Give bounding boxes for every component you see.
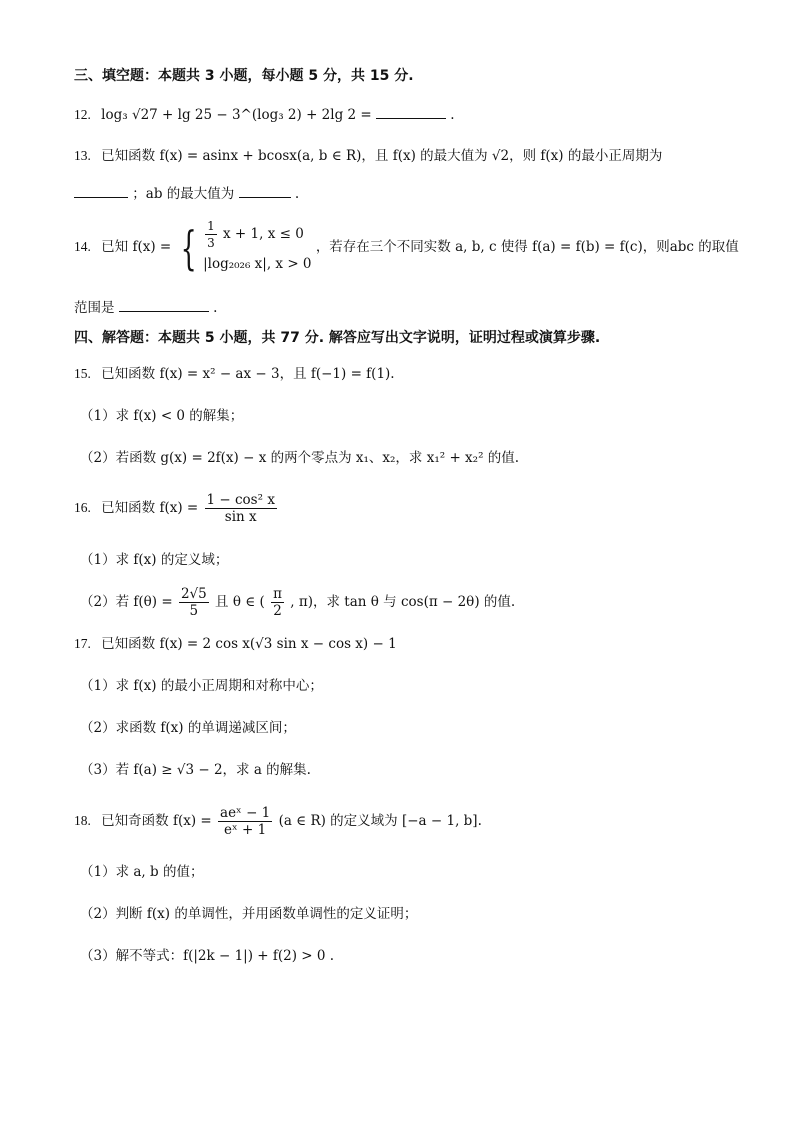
question-number: 16.	[74, 500, 91, 515]
question-12-end: .	[450, 107, 455, 123]
question-18: 18. 已知奇函数 f(x) = $\frac{\text{aeˣ − 1}}{\text{eˣ + 1}}$ (a ∈ R) 的定义域为 [−a − 1, b].	[74, 805, 482, 838]
question-number: 12.	[74, 107, 91, 122]
question-13-stem: 已知函数 f(x) = asinx + bcosx(a, b ∈ R)，且 f(x) 的最大值为 √2，则 f(x) 的最小正周期为	[101, 148, 663, 164]
case-1: $\frac{1}{3}$ x + 1, x ≤ 0	[207, 219, 304, 250]
question-16-part-1: （1）求 f(x) 的定义域；	[80, 552, 229, 568]
question-17-part-1: （1）求 f(x) 的最小正周期和对称中心；	[80, 678, 323, 694]
question-15-part-1: （1）求 f(x) < 0 的解集；	[80, 408, 244, 424]
question-14-post: ，若存在三个不同实数 a, b, c 使得 f(a) = f(b) = f(c)，则abc 的取值	[315, 239, 739, 255]
question-12	[74, 104, 455, 125]
case-2: |log₂₀₂₆ x|, x > 0	[203, 256, 312, 272]
question-number: 15.	[74, 366, 91, 381]
fraction-2root5-over-5: $\frac{2√5}{5}$	[180, 586, 207, 619]
answer-blank-ab-max[interactable]	[239, 183, 291, 198]
question-number: 13.	[74, 148, 91, 163]
question-18-part-3: （3）解不等式：f(|2k − 1|) + f(2) > 0 .	[80, 948, 335, 964]
question-15	[74, 364, 395, 384]
question-13-mid: ；ab 的最大值为	[132, 186, 235, 202]
fraction-pi-over-2: $\frac{\pi}{2}$	[273, 586, 282, 619]
section-3-heading: 三、填空题：本题共 3 小题，每小题 5 分，共 15 分.	[74, 68, 414, 84]
question-18-fraction: $\frac{\text{aeˣ − 1}}{\text{eˣ + 1}}$	[220, 805, 271, 838]
question-number: 14.	[74, 239, 91, 254]
question-12-expression: log₃ √27 + lg 25 − 3^(log₃ 2) + 2lg 2 =	[101, 107, 372, 123]
question-15-part-2: （2）若函数 g(x) = 2f(x) − x 的两个零点为 x₁、x₂，求 x₁² + x₂² 的值.	[80, 450, 520, 466]
question-14-line2: 范围是 .	[74, 297, 217, 318]
question-17-part-3: （3）若 f(a) ≥ √3 − 2，求 a 的解集.	[80, 762, 311, 778]
left-brace: {	[180, 220, 197, 275]
answer-blank-period[interactable]	[74, 183, 128, 198]
question-17-stem: 已知函数 f(x) = 2 cos x(√3 sin x − cos x) − 1	[101, 636, 397, 652]
question-15-stem: 已知函数 f(x) = x² − ax − 3，且 f(−1) = f(1).	[101, 366, 395, 382]
question-number: 18.	[74, 813, 91, 828]
question-18-part-2: （2）判断 f(x) 的单调性，并用函数单调性的定义证明；	[80, 906, 418, 922]
fraction-one-third: $\frac{1}{3}$	[207, 219, 215, 250]
question-13-end: .	[294, 186, 300, 202]
question-16-fraction: $\frac{\text{1 − cos² x}}{\text{sin x}}$	[206, 492, 275, 525]
question-number: 17.	[74, 636, 91, 651]
question-16-part-2: （2）若 f(θ) = $\frac{2√5}{5}$ 且 θ ∈ ( $\frac{\pi}{2}$ , π)，求 tan θ 与 cos(π − 2θ) 的值.	[80, 586, 516, 619]
question-18-part-1: （1）求 a, b 的值；	[80, 864, 204, 880]
piecewise-cases	[203, 218, 311, 277]
section-4-heading: 四、解答题：本题共 5 小题，共 77 分. 解答应写出文字说明，证明过程或演算步骤.	[74, 330, 601, 346]
answer-blank[interactable]	[119, 297, 209, 312]
answer-blank[interactable]	[376, 104, 446, 119]
question-13-line2	[74, 183, 299, 204]
question-14-pre: 已知 f(x) =	[101, 239, 172, 255]
question-17	[74, 634, 397, 654]
question-17-part-2: （2）求函数 f(x) 的单调递减区间；	[80, 720, 296, 736]
question-16: 16. 已知函数 f(x) = $\frac{\text{1 − cos² x}}{\text{sin x}}$	[74, 492, 275, 525]
question-13-line1	[74, 146, 662, 166]
question-14	[74, 216, 739, 278]
